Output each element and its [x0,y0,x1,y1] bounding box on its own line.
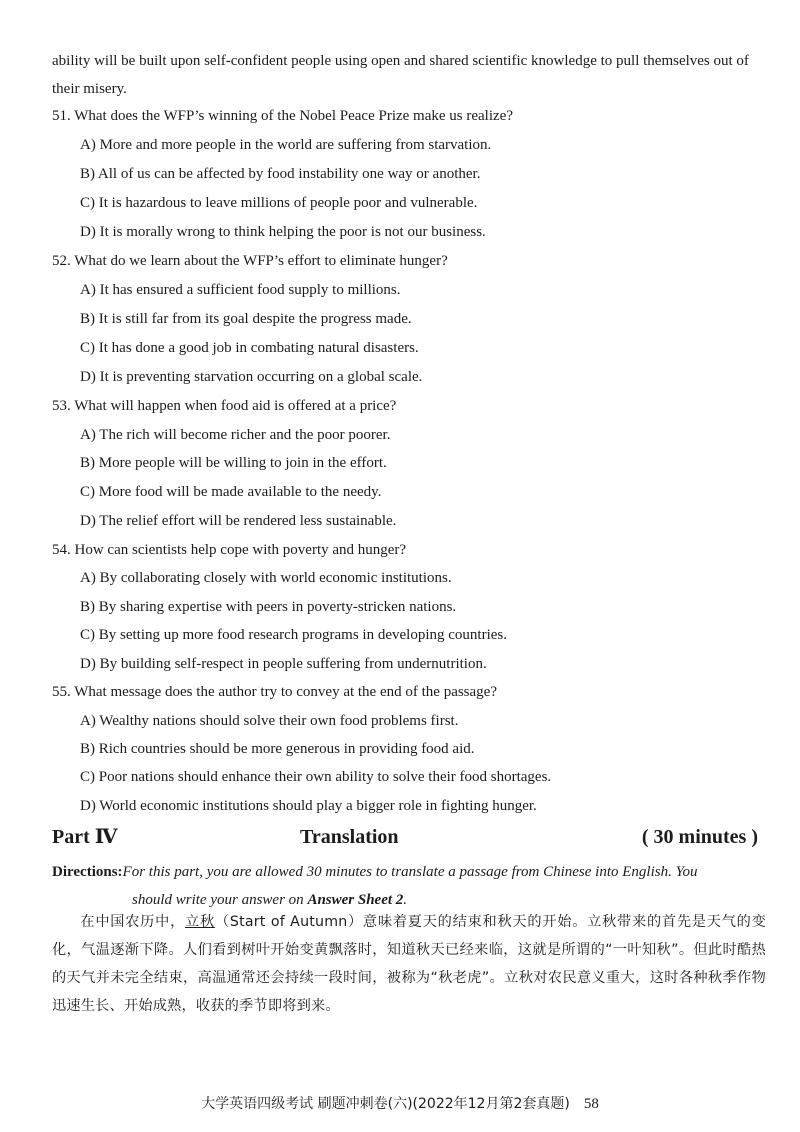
question-54-stem: 54. How can scientists help cope with poverty and hunger? [52,542,407,558]
page-number: 58 [583,1096,599,1112]
question-52-option-a[interactable]: A) It has ensured a sufficient food supply to millions. [80,282,401,298]
directions-label: Directions: [52,864,123,880]
question-53-option-b[interactable]: B) More people will be willing to join in the effort. [80,455,387,471]
part-title: Translation [300,826,399,848]
question-53-option-a[interactable]: A) The rich will become richer and the poor poorer. [80,427,391,443]
answer-sheet-reference: Answer Sheet 2 [307,892,404,908]
part-time-limit: ( 30 minutes ) [641,826,758,848]
part-label: Part Ⅳ [52,826,118,848]
question-54-option-a[interactable]: A) By collaborating closely with world economic institutions. [80,570,452,586]
question-53-stem: 53. What will happen when food aid is offered at a price? [52,398,397,414]
question-54-option-b[interactable]: B) By sharing expertise with peers in poverty-stricken nations. [80,599,457,615]
question-51-option-c[interactable]: C) It is hazardous to leave millions of people poor and vulnerable. [80,195,478,211]
footer-title: 大学英语四级考试 刷题冲刺卷(六)(2022年12月第2套真题) [201,1096,570,1112]
question-51-option-a[interactable]: A) More and more people in the world are suffering from starvation. [80,137,492,153]
question-53-option-d[interactable]: D) The relief effort will be rendered less sustainable. [80,513,397,529]
passage-ending: ability will be built upon self-confident people using open and shared scientific knowledge to pull themselves out of their misery. [52,53,749,97]
question-55-option-b[interactable]: B) Rich countries should be more generous in providing food aid. [80,741,475,757]
question-55-option-d[interactable]: D) World economic institutions should play a bigger role in fighting hunger. [80,798,537,814]
directions-line-2-text: should write your answer on [132,892,308,908]
question-54-option-d[interactable]: D) By building self-respect in people suffering from undernutrition. [80,656,487,672]
directions [52,858,764,914]
question-54-option-c[interactable]: C) By setting up more food research programs in developing countries. [80,627,507,643]
passage-body: （Start of Autumn）意味着夏天的结束和秋天的开始。立秋带来的首先是天气的变化，气温逐渐下降。人们看到树叶开始变黄飘落时，知道秋天已经来临，这就是所谓的“一叶知秋”。但此时酷热的天气并未完全结束，高温通常还会持续一段时间，被称为“秋老虎”。立秋对农民意义重大，这时各种秋季作物迅速生长、开始成熟，收获的季节即将到来。 [52,914,766,1014]
passage-intro: 在中国农历中， [80,914,186,930]
question-51-option-d[interactable]: D) It is morally wrong to think helping the poor is not our business. [80,224,486,240]
question-51-option-b[interactable]: B) All of us can be affected by food instability one way or another. [80,166,481,182]
question-55-stem: 55. What message does the author try to convey at the end of the passage? [52,684,497,700]
page-footer [0,1093,800,1115]
question-52-option-d[interactable]: D) It is preventing starvation occurring on a global scale. [80,369,423,385]
question-52-option-c[interactable]: C) It has done a good job in combating natural disasters. [80,340,419,356]
question-53-option-c[interactable]: C) More food will be made available to the needy. [80,484,382,500]
directions-line-1: For this part, you are allowed 30 minutes to translate a passage from Chinese into English. You [122,864,698,880]
directions-line-2-end: . [403,892,408,908]
question-51-stem: 51. What does the WFP’s winning of the Nobel Peace Prize make us realize? [52,108,513,124]
passage-term-underlined: 立秋 [185,914,215,930]
translation-passage [52,908,766,1020]
question-52-stem: 52. What do we learn about the WFP’s effort to eliminate hunger? [52,253,448,269]
question-55-option-c[interactable]: C) Poor nations should enhance their own ability to solve their food shortages. [80,769,552,785]
question-55-option-a[interactable]: A) Wealthy nations should solve their own food problems first. [80,713,459,729]
question-52-option-b[interactable]: B) It is still far from its goal despite the progress made. [80,311,412,327]
